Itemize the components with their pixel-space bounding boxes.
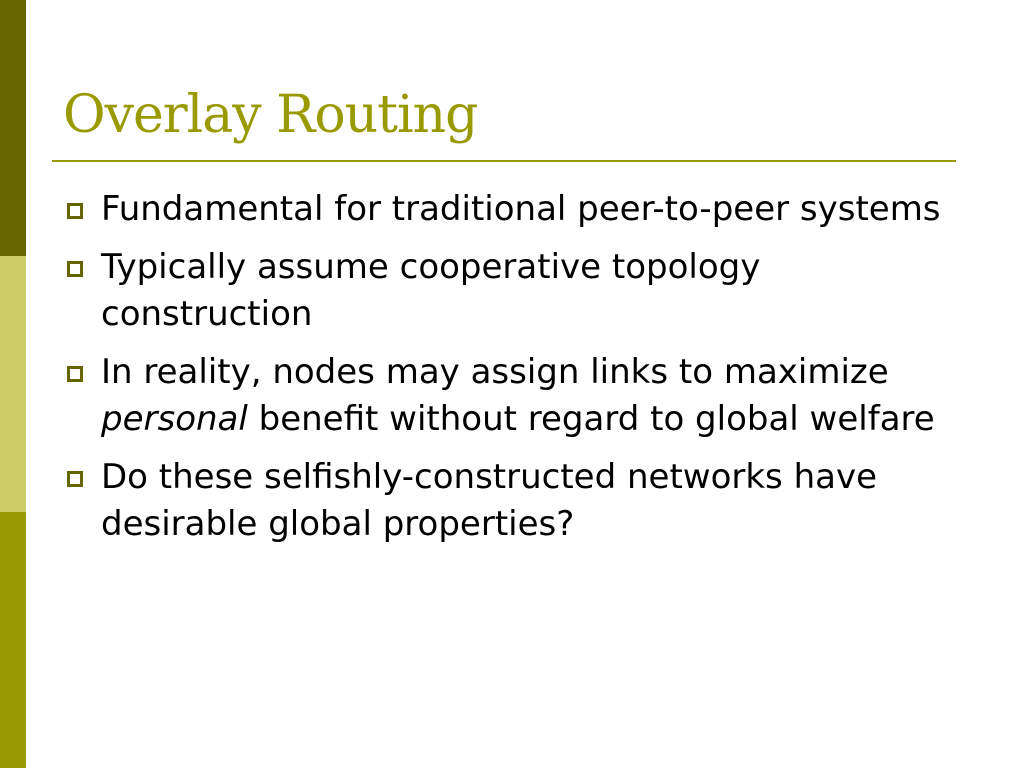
bullet-text-part: In reality, nodes may assign links to maximize	[101, 352, 889, 392]
bullet-text: Fundamental for traditional peer-to-peer systems	[101, 189, 941, 229]
hollow-square-bullet-icon	[67, 471, 83, 487]
bullet-text: Do these selfishly-constructed networks have desirable global properties?	[101, 457, 877, 544]
bullet-text	[101, 352, 935, 439]
side-bar-top	[0, 0, 26, 256]
slide-title: Overlay Routing	[63, 85, 478, 145]
hollow-square-bullet-icon	[67, 261, 83, 277]
title-divider	[52, 160, 956, 162]
bullet-item	[62, 454, 962, 548]
bullet-item	[62, 244, 962, 338]
side-bar-bottom	[0, 512, 26, 768]
bullet-item	[62, 186, 962, 233]
bullet-list	[62, 186, 962, 559]
emphasized-word: personal	[101, 399, 248, 439]
hollow-square-bullet-icon	[67, 203, 83, 219]
bullet-item	[62, 349, 962, 443]
side-bar-middle	[0, 256, 26, 512]
bullet-text: Typically assume cooperative topology construction	[101, 247, 761, 334]
bullet-text-part: benefit without regard to global welfare	[247, 399, 935, 439]
hollow-square-bullet-icon	[67, 366, 83, 382]
